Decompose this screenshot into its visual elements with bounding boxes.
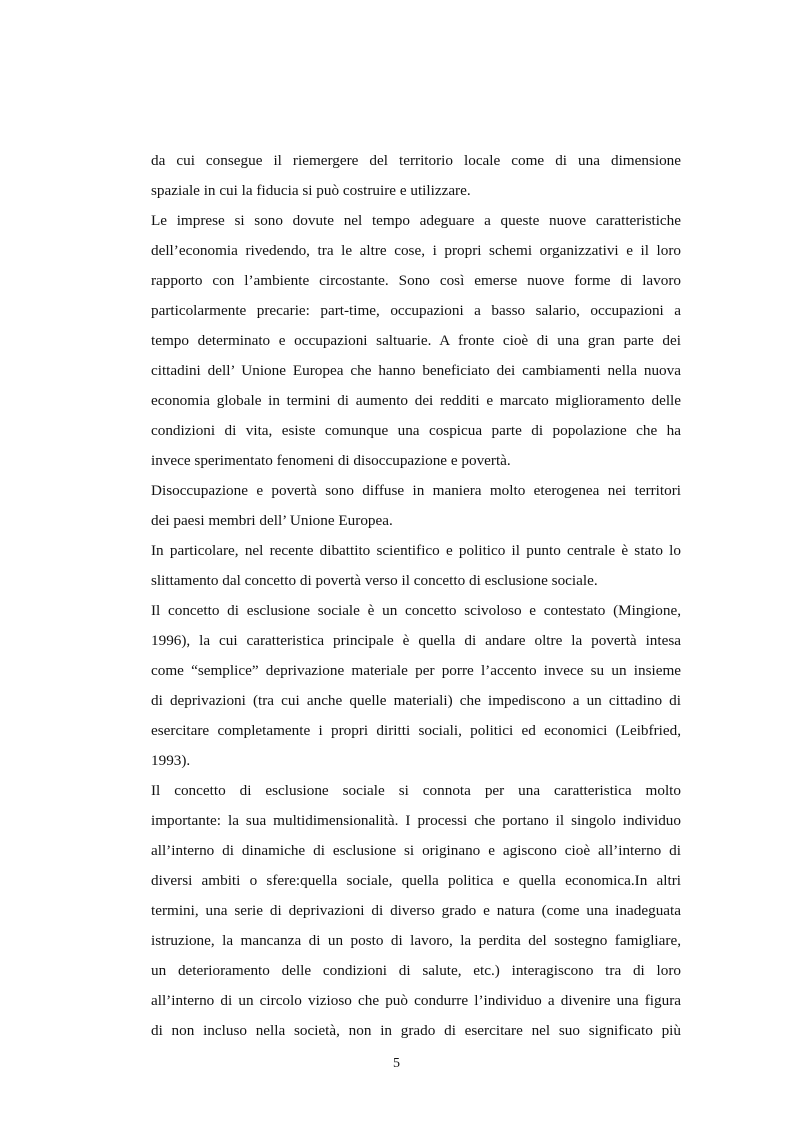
text-line: di deprivazioni (tra cui anche quelle materiali) che impediscono a un cittadino di [151, 692, 681, 709]
text-line: Il concetto di esclusione sociale è un concetto scivoloso e contestato (Mingione, [151, 602, 681, 619]
text-line: termini, una serie di deprivazioni di diverso grado e natura (come una inadeguata [151, 902, 681, 919]
text-line: Le imprese si sono dovute nel tempo adeguare a queste nuove caratteristiche [151, 212, 681, 229]
text-line: dei paesi membri dell’ Unione Europea. [151, 512, 393, 529]
text-line: economia globale in termini di aumento dei redditi e marcato miglioramento delle [151, 392, 681, 409]
text-line: importante: la sua multidimensionalità. I processi che portano il singolo individuo [151, 812, 681, 829]
text-line: cittadini dell’ Unione Europea che hanno beneficiato dei cambiamenti nella nuova [151, 362, 681, 379]
text-line: invece sperimentato fenomeni di disoccupazione e povertà. [151, 452, 511, 469]
text-line: particolarmente precarie: part-time, occupazioni a basso salario, occupazioni a [151, 302, 681, 319]
text-line: istruzione, la mancanza di un posto di lavoro, la perdita del sostegno famigliare, [151, 932, 681, 949]
text-line: In particolare, nel recente dibattito scientifico e politico il punto centrale è stato lo [151, 542, 681, 559]
text-line: rapporto con l’ambiente circostante. Sono così emerse nuove forme di lavoro [151, 272, 681, 289]
text-line: tempo determinato e occupazioni saltuarie. A fronte cioè di una gran parte dei [151, 332, 681, 349]
text-line: da cui consegue il riemergere del territorio locale come di una dimensione [151, 152, 681, 169]
text-line: Disoccupazione e povertà sono diffuse in maniera molto eterogenea nei territori [151, 482, 681, 499]
text-line: all’interno di dinamiche di esclusione si originano e agiscono cioè all’interno di [151, 842, 681, 859]
text-line: 1996), la cui caratteristica principale è quella di andare oltre la povertà intesa [151, 632, 681, 649]
text-line: all’interno di un circolo vizioso che può condurre l’individuo a divenire una figura [151, 992, 681, 1009]
page-number: 5 [393, 1056, 400, 1071]
text-line: Il concetto di esclusione sociale si connota per una caratteristica molto [151, 782, 681, 799]
text-line: di non incluso nella società, non in grado di esercitare nel suo significato più [151, 1022, 681, 1039]
page-body-text [151, 146, 681, 1046]
text-line: spaziale in cui la fiducia si può costruire e utilizzare. [151, 182, 471, 199]
text-line: condizioni di vita, esiste comunque una cospicua parte di popolazione che ha [151, 422, 681, 439]
text-line: esercitare completamente i propri diritti sociali, politici ed economici (Leibfried, [151, 722, 681, 739]
text-line: diversi ambiti o sfere:quella sociale, quella politica e quella economica.In altri [151, 872, 681, 889]
text-line: un deterioramento delle condizioni di salute, etc.) interagiscono tra di loro [151, 962, 681, 979]
text-line: come “semplice” deprivazione materiale per porre l’accento invece su un insieme [151, 662, 681, 679]
text-line: dell’economia rivedendo, tra le altre cose, i propri schemi organizzativi e il loro [151, 242, 681, 259]
text-line: slittamento dal concetto di povertà verso il concetto di esclusione sociale. [151, 572, 598, 589]
text-line: 1993). [151, 752, 191, 769]
